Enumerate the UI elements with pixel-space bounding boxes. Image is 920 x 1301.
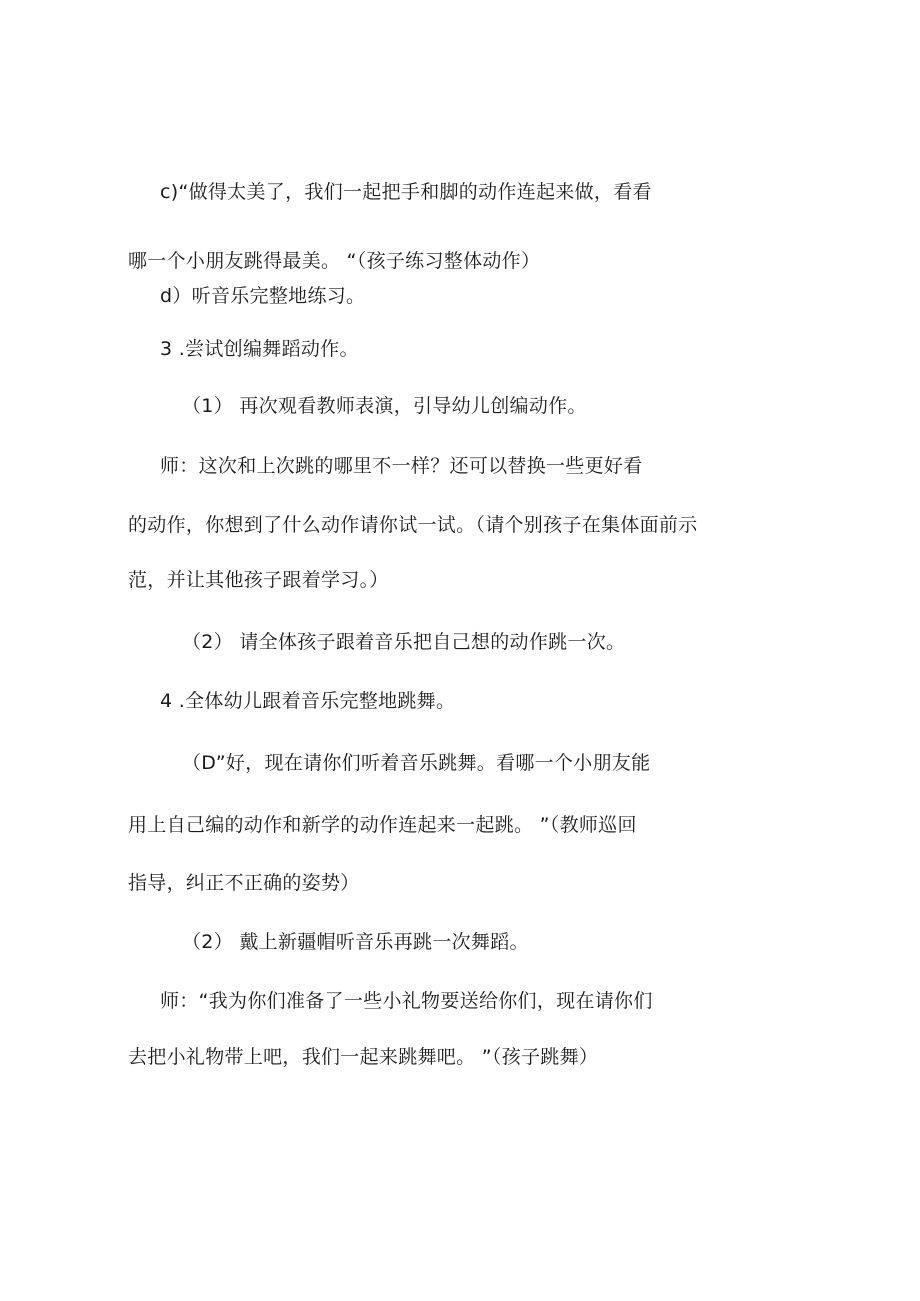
text-line-c-cont: 哪一个小朋友跳得最美。 “（孩子练习整体动作） — [128, 250, 541, 272]
text-line-3-2: （2） 请全体孩子跟着音乐把自己想的动作跳一次。 — [182, 631, 626, 653]
text-line-4-2: （2） 戴上新疆帽听音乐再跳一次舞蹈。 — [182, 931, 529, 953]
text-line-3-1: （1） 再次观看教师表演，引导幼儿创编动作。 — [182, 395, 587, 417]
text-line-4-1: （D”好，现在请你们听着音乐跳舞。看哪一个小朋友能 — [182, 752, 651, 774]
text-line-teacher-1-cont2: 范，并让其他孩子跟着学习。） — [128, 569, 389, 591]
section-heading-4: 4 .全体幼儿跟着音乐完整地跳舞。 — [160, 690, 456, 712]
text-line-teacher-1-cont: 的动作，你想到了什么动作请你试一试。（请个别孩子在集体面前示 — [128, 514, 698, 536]
text-line-d: d）听音乐完整地练习。 — [160, 285, 366, 307]
section-heading-3: 3 .尝试创编舞蹈动作。 — [160, 338, 359, 360]
text-line-4-1-cont: 用上自己编的动作和新学的动作连起来一起跳。 ”（教师巡回 — [128, 814, 637, 836]
text-line-teacher-1: 师：这次和上次跳的哪里不一样？还可以替换一些更好看 — [160, 455, 643, 477]
text-line-teacher-2: 师：“我为你们准备了一些小礼物要送给你们，现在请你们 — [160, 990, 653, 1012]
text-line-c: c)“做得太美了，我们一起把手和脚的动作连起来做，看看 — [160, 181, 652, 203]
text-line-teacher-2-cont: 去把小礼物带上吧，我们一起来跳舞吧。 ”（孩子跳舞） — [128, 1046, 599, 1068]
text-line-4-1-cont2: 指导，纠正不正确的姿势） — [128, 872, 360, 894]
